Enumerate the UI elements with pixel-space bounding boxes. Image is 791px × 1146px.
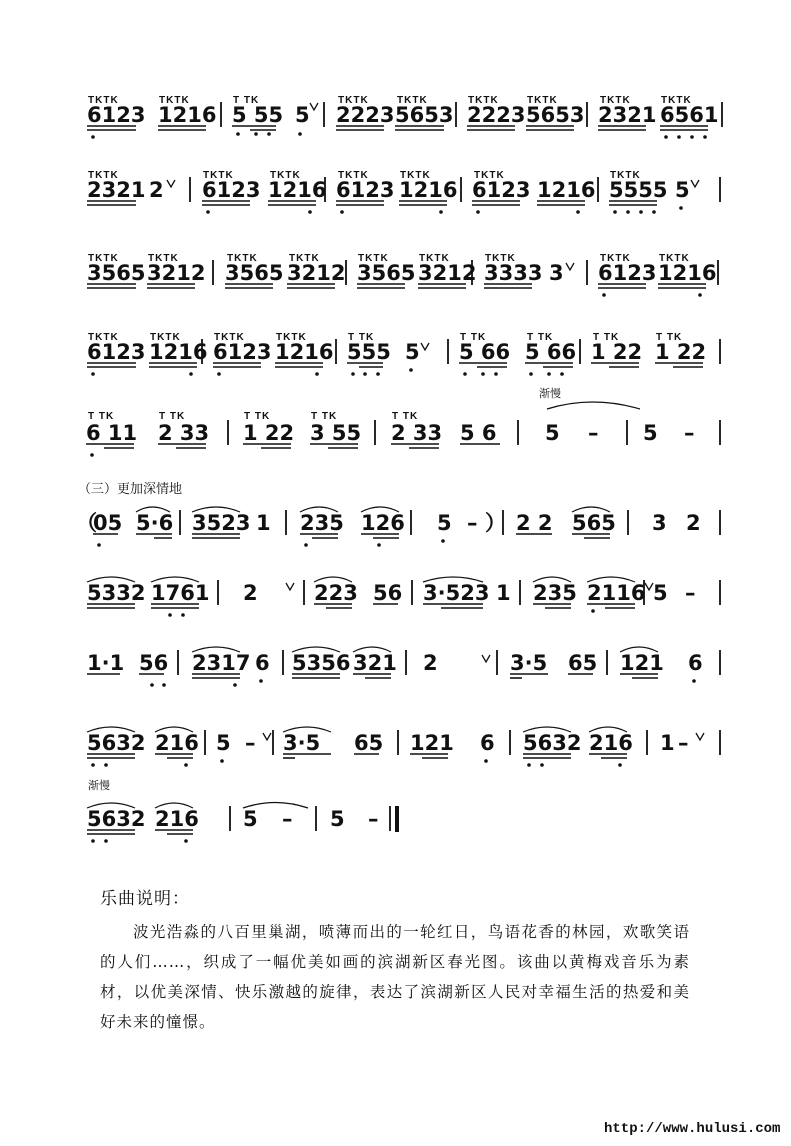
note-group: 5332 [87, 581, 146, 605]
note-group: 6123 [87, 103, 146, 127]
note-group: 6 [480, 731, 495, 755]
tonguing-mark: TKTK [88, 253, 119, 264]
note-group: 3·5 [510, 651, 548, 675]
note-group: 3·523 [423, 581, 490, 605]
note-group: 5·6 [136, 511, 174, 535]
note-group: 6123 [336, 178, 395, 202]
note-group: 2 [423, 651, 438, 675]
note-group: – [684, 421, 695, 445]
note-group: 2 33 [391, 421, 443, 445]
note-group: 1 [660, 731, 675, 755]
note-group: 2223 [467, 103, 526, 127]
note-group: 126 [361, 511, 405, 535]
score-line-2 [87, 170, 690, 202]
note-group: 5 [653, 581, 668, 605]
score-line-9 [87, 731, 689, 755]
note-group: 2 [243, 581, 258, 605]
note-group: 3565 [225, 261, 284, 285]
note-group: 6123 [213, 340, 272, 364]
note-group: 6 [688, 651, 703, 675]
tonguing-mark: T TK [392, 411, 419, 422]
tonguing-mark: TKTK [88, 95, 119, 106]
note-group: 5 [243, 807, 258, 831]
note-group: 3333 [484, 261, 543, 285]
note-group: 5 [216, 731, 231, 755]
tonguing-mark: TKTK [203, 170, 234, 181]
tempo-mark-ritardando: 渐慢 [539, 387, 561, 400]
tonguing-mark: TKTK [659, 253, 690, 264]
note-group: 216 [155, 807, 199, 831]
tonguing-mark: TKTK [474, 170, 505, 181]
note-group: 3 [652, 511, 667, 535]
note-group: 1 [256, 511, 271, 535]
note-group: 56 [373, 581, 403, 605]
note-group: 235 [300, 511, 344, 535]
score-line-6 [76, 511, 701, 535]
tonguing-mark: TKTK [270, 170, 301, 181]
note-group: 2223 [336, 103, 395, 127]
note-group: 1761 [151, 581, 210, 605]
note-group: 216 [589, 731, 633, 755]
note-group: 3·5 [283, 731, 321, 755]
tonguing-mark: T TK [311, 411, 338, 422]
score-line-3 [87, 253, 716, 285]
tonguing-mark: TKTK [338, 95, 369, 106]
tonguing-mark: T TK [656, 332, 683, 343]
note-group: 6 11 [86, 421, 138, 445]
note-group: 2 33 [158, 421, 210, 445]
note-group: 2321 [598, 103, 657, 127]
note-group: – [467, 511, 478, 535]
note-group: 1216 [658, 261, 717, 285]
note-group: 555 [347, 340, 391, 364]
note-group: 1216 [149, 340, 208, 364]
note-group: ） [485, 511, 506, 535]
note-group: 3212 [287, 261, 346, 285]
description-body: 波光浩淼的八百里巢湖，喷薄而出的一轮红日，鸟语花香的林园，欢歌笑语的人们……，织成了一幅优美如画的滨湖新区春光图。该曲以黄梅戏音乐为素材，以优美深情、快乐激越的旋律，表达了滨湖新区人民对幸福生活的热爱和美好未来的憧憬。 [100, 923, 690, 1031]
note-group: 321 [353, 651, 397, 675]
score-line-10 [87, 778, 379, 831]
note-group: – [678, 731, 689, 755]
note-group: 1 [496, 581, 511, 605]
note-group: （ [76, 511, 97, 535]
note-group: 5 [545, 421, 560, 445]
tonguing-mark: TKTK [468, 95, 499, 106]
tonguing-mark: TKTK [214, 332, 245, 343]
tonguing-mark: T TK [348, 332, 375, 343]
tonguing-mark: TKTK [397, 95, 428, 106]
note-group: 3523 [192, 511, 251, 535]
tonguing-mark: TKTK [419, 253, 450, 264]
tonguing-mark: TKTK [400, 170, 431, 181]
score-line-8 [87, 651, 703, 675]
note-group: 2321 [87, 178, 146, 202]
note-group: 3 55 [310, 421, 362, 445]
note-group: 1 22 [591, 340, 643, 364]
note-group: – [282, 807, 293, 831]
note-group: 5 [437, 511, 452, 535]
tempo-mark-ritardando: 渐慢 [88, 779, 110, 792]
note-group: 5 66 [525, 340, 577, 364]
note-group: 6561 [660, 103, 719, 127]
tonguing-mark: TKTK [527, 95, 558, 106]
note-group: 3 [549, 261, 564, 285]
tonguing-mark: T TK [88, 411, 115, 422]
tonguing-mark: TKTK [88, 170, 119, 181]
note-group: 5 [675, 178, 690, 202]
note-group: 1216 [268, 178, 327, 202]
note-group: 5632 [87, 731, 146, 755]
note-group: 5632 [523, 731, 582, 755]
note-group: 56 [139, 651, 169, 675]
note-group: 65 [568, 651, 598, 675]
tonguing-mark: TKTK [289, 253, 320, 264]
note-group: 3212 [147, 261, 206, 285]
note-group: 121 [620, 651, 664, 675]
note-group: 5356 [292, 651, 351, 675]
note-group: 1216 [158, 103, 217, 127]
tonguing-mark: TKTK [661, 95, 692, 106]
note-group: 3565 [357, 261, 416, 285]
note-group: – [685, 581, 696, 605]
tonguing-mark: TKTK [610, 170, 641, 181]
tonguing-mark: T TK [460, 332, 487, 343]
note-group: – [245, 731, 256, 755]
note-group: 1216 [537, 178, 596, 202]
tonguing-mark: TKTK [358, 253, 389, 264]
tie-slur [547, 402, 640, 409]
note-group: 5632 [87, 807, 146, 831]
note-group: 121 [410, 731, 454, 755]
note-group: 223 [314, 581, 358, 605]
note-group: 05 [93, 511, 123, 535]
tonguing-mark: TKTK [276, 332, 307, 343]
score-line-5 [86, 386, 695, 445]
tonguing-mark: T TK [233, 95, 260, 106]
tonguing-mark: TKTK [148, 253, 179, 264]
tonguing-mark: T TK [159, 411, 186, 422]
note-group: 1 22 [655, 340, 707, 364]
score-line-7 [87, 581, 696, 605]
note-group: 2317 [192, 651, 251, 675]
note-group: 5 [295, 103, 310, 127]
note-group: 6123 [202, 178, 261, 202]
score-line-1 [87, 95, 718, 127]
tonguing-mark: TKTK [159, 95, 190, 106]
section-label: （三）更加深情地 [78, 482, 183, 497]
note-group: 6123 [598, 261, 657, 285]
watermark-url: http://www.hulusi.com [604, 1121, 781, 1137]
tonguing-mark: TKTK [338, 170, 369, 181]
note-group: 5 6 [460, 421, 497, 445]
tonguing-mark: T TK [527, 332, 554, 343]
note-group: 6 [255, 651, 270, 675]
note-group: 2 [149, 178, 164, 202]
note-group: 5555 [609, 178, 668, 202]
note-group: 5653 [395, 103, 454, 127]
tonguing-mark: T TK [244, 411, 271, 422]
note-group: 5 66 [459, 340, 511, 364]
note-group: – [588, 421, 599, 445]
note-group: 2116 [587, 581, 646, 605]
note-group: 3212 [418, 261, 477, 285]
tonguing-mark: TKTK [600, 95, 631, 106]
tonguing-mark: TKTK [150, 332, 181, 343]
tonguing-mark: TKTK [485, 253, 516, 264]
description-title: 乐曲说明： [100, 889, 190, 909]
note-group: 216 [155, 731, 199, 755]
note-group: 565 [572, 511, 616, 535]
note-group: – [368, 807, 379, 831]
note-group: 3565 [87, 261, 146, 285]
note-group: 2 [686, 511, 701, 535]
note-group: 235 [533, 581, 577, 605]
note-group: 1 22 [243, 421, 295, 445]
note-group: 5 [405, 340, 420, 364]
note-group: 6123 [87, 340, 146, 364]
note-group: 1216 [275, 340, 334, 364]
note-group: 5 [643, 421, 658, 445]
tonguing-mark: TKTK [88, 332, 119, 343]
note-group: 5653 [526, 103, 585, 127]
note-group: 2 2 [516, 511, 553, 535]
note-group: 6123 [472, 178, 531, 202]
score-line-4 [87, 332, 706, 364]
note-group: 1·1 [87, 651, 125, 675]
tonguing-mark: TKTK [227, 253, 258, 264]
note-group: 65 [354, 731, 384, 755]
note-group: 1216 [399, 178, 458, 202]
tonguing-mark: T TK [593, 332, 620, 343]
tonguing-mark: TKTK [600, 253, 631, 264]
final-bar-line [395, 806, 399, 832]
note-group: 5 [330, 807, 345, 831]
note-group: 5 55 [232, 103, 284, 127]
